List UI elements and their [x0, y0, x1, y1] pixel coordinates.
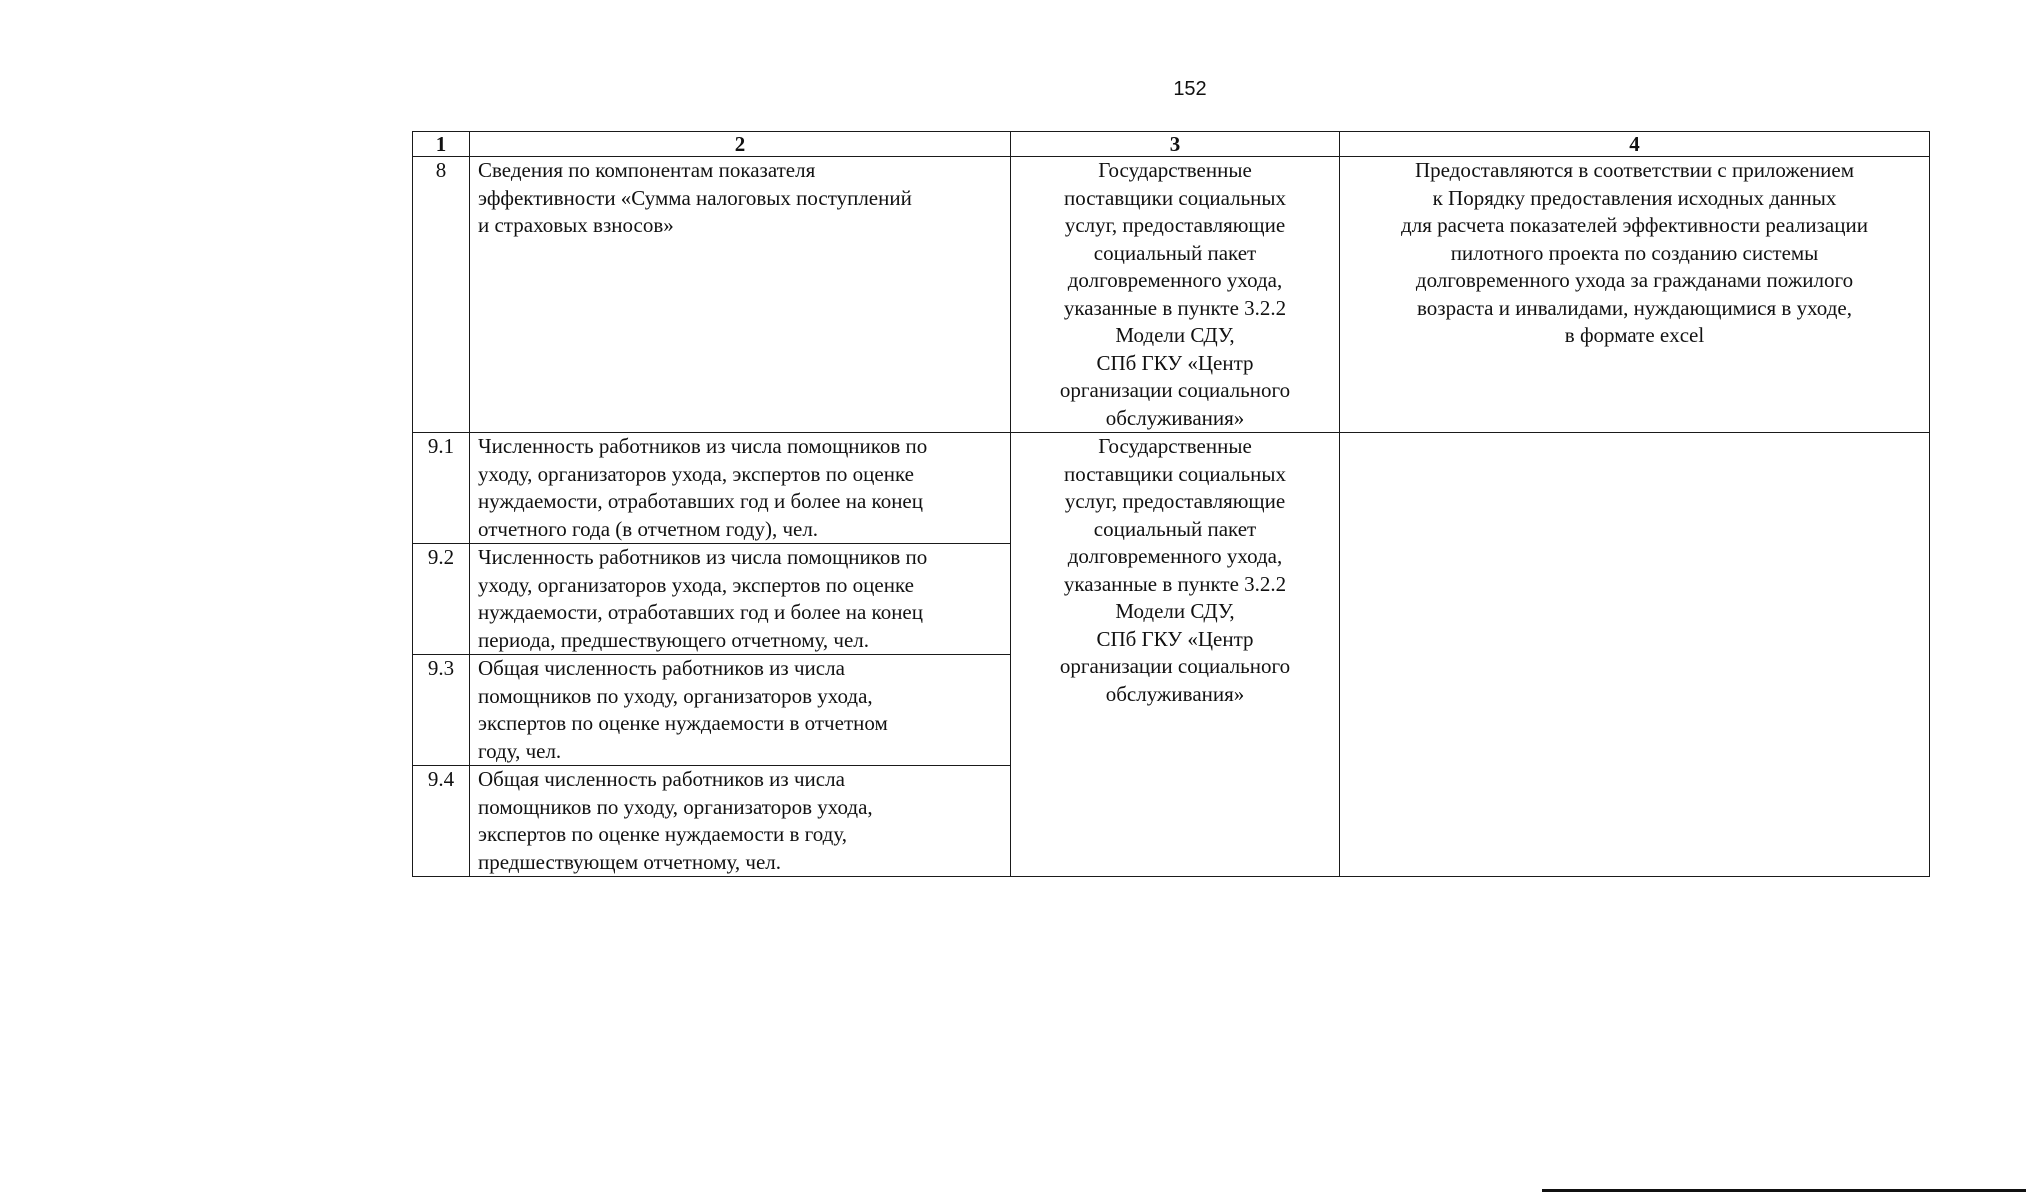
row-number: 9.2 [413, 544, 470, 655]
row-number: 8 [413, 157, 470, 433]
text-line: Общая численность работников из числа [478, 656, 845, 680]
text-line: долговременного ухода, [1067, 544, 1283, 568]
text-line: и страховых взносов» [478, 213, 674, 237]
text-line: указанные в пункте 3.2.2 [1063, 571, 1287, 596]
text-line: обслуживания» [1105, 681, 1245, 706]
text-line: Модели СДУ, [1115, 599, 1235, 623]
row-description [470, 433, 1011, 544]
text-line: экспертов по оценке нуждаемости в отчетном [478, 711, 888, 735]
row-number: 9.3 [413, 655, 470, 766]
table-row-8 [413, 157, 1930, 433]
data-table [412, 131, 1930, 877]
text-line: СПб ГКУ «Центр [1096, 626, 1254, 651]
bottom-rule [1542, 1189, 2026, 1192]
text-line: Численность работников из числа помощников по [478, 545, 928, 569]
row-description [470, 766, 1011, 877]
text-line: нуждаемости, отработавших год и более на конец [478, 489, 923, 513]
text-line: Модели СДУ, [1115, 323, 1235, 347]
text-line: социальный пакет [1093, 516, 1257, 541]
table-row-9-1 [413, 433, 1930, 544]
row-description [470, 157, 1011, 433]
row-description [470, 544, 1011, 655]
text-line: уходу, организаторов ухода, экспертов по оценке [478, 572, 914, 597]
text-line: Сведения по компонентам показателя [478, 158, 816, 182]
text-line: обслуживания» [1105, 405, 1245, 430]
text-line: для расчета показателей эффективности реализации [1401, 213, 1868, 237]
text-line: услуг, предоставляющие [1064, 489, 1286, 513]
group-provider [1011, 433, 1340, 877]
text-line: пилотного проекта по созданию системы [1450, 240, 1819, 265]
group-note [1340, 433, 1930, 877]
column-header-2: 2 [470, 132, 1011, 157]
text-line: возраста и инвалидами, нуждающимися в уходе, [1417, 295, 1852, 320]
text-line: нуждаемости, отработавших год и более на конец [478, 600, 923, 624]
text-line: помощников по уходу, организаторов ухода, [478, 794, 873, 819]
table-header-row [413, 132, 1930, 157]
text-line: поставщики социальных [1063, 185, 1287, 210]
text-line: году, чел. [478, 738, 562, 763]
row-number: 9.4 [413, 766, 470, 877]
row-number: 9.1 [413, 433, 470, 544]
column-header-1: 1 [413, 132, 470, 157]
text-line: эффективности «Сумма налоговых поступлений [478, 185, 912, 210]
row-description [470, 655, 1011, 766]
text-line: долговременного ухода, [1067, 268, 1283, 292]
text-line: экспертов по оценке нуждаемости в году, [478, 822, 847, 846]
text-line: предшествующем отчетному, чел. [478, 849, 781, 874]
text-line: указанные в пункте 3.2.2 [1063, 295, 1287, 320]
column-header-3: 3 [1011, 132, 1340, 157]
text-line: помощников по уходу, организаторов ухода, [478, 683, 873, 708]
row-provider [1011, 157, 1340, 433]
text-line: СПб ГКУ «Центр [1096, 350, 1254, 375]
page-number: 152 [1173, 78, 1207, 100]
text-line: в формате excel [1564, 323, 1705, 347]
text-line: Государственные [1098, 158, 1252, 182]
text-line: Государственные [1098, 434, 1252, 458]
text-line: уходу, организаторов ухода, экспертов по оценке [478, 461, 914, 486]
text-line: социальный пакет [1093, 240, 1257, 265]
text-line: долговременного ухода за гражданами пожилого [1415, 268, 1854, 292]
text-line: отчетного года (в отчетном году), чел. [478, 516, 819, 541]
text-line: Общая численность работников из числа [478, 767, 845, 791]
text-line: Численность работников из числа помощников по [478, 434, 928, 458]
text-line: периода, предшествующего отчетному, чел. [478, 627, 869, 652]
text-line: к Порядку предоставления исходных данных [1432, 185, 1837, 210]
text-line: Предоставляются в соответствии с приложением [1414, 158, 1855, 182]
text-line: организации социального [1059, 378, 1291, 402]
text-line: поставщики социальных [1063, 461, 1287, 486]
row-note [1340, 157, 1930, 433]
text-line: услуг, предоставляющие [1064, 213, 1286, 237]
text-line: организации социального [1059, 654, 1291, 678]
column-header-4: 4 [1340, 132, 1930, 157]
